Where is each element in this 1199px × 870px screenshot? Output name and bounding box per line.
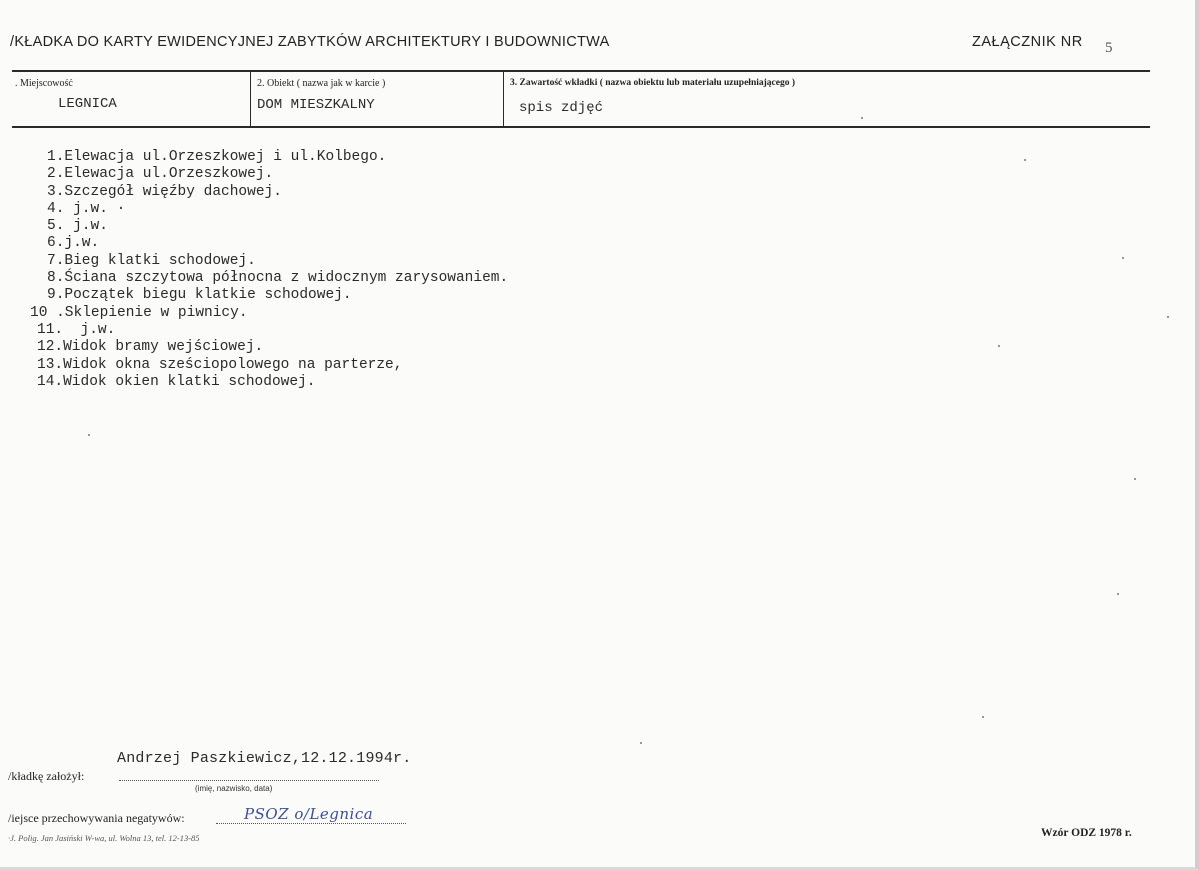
dust-speck xyxy=(1117,593,1119,595)
signature-line: Andrzej Paszkiewicz,12.12.1994r. xyxy=(117,750,412,767)
negatives-value: PSOZ o/Legnica xyxy=(244,805,374,823)
list-item: 2.Elewacja ul.Orzeszkowej. xyxy=(47,166,274,183)
list-item: 5. j.w. xyxy=(47,218,108,235)
dust-speck xyxy=(640,742,642,744)
annex-number: 5 xyxy=(1105,40,1113,56)
locality-label: . Miejscowość xyxy=(15,78,73,89)
negatives-label: /iejsce przechowywania negatywów: xyxy=(8,811,185,825)
list-item: 8.Ściana szczytowa północna z widocznym zarysowaniem. xyxy=(47,270,509,287)
list-item: 7.Bieg klatki schodowej. xyxy=(47,252,256,269)
prepared-by-label: /kładkę założył: xyxy=(8,769,85,783)
list-item: 3.Szczegół więźby dachowej. xyxy=(47,183,282,200)
top-rule xyxy=(12,70,1150,72)
object-label: 2. Obiekt ( nazwa jak w karcie ) xyxy=(257,78,386,89)
list-item: 11. j.w. xyxy=(37,321,116,338)
annex-label: ZAŁĄCZNIK NR xyxy=(972,34,1083,50)
contents-value: spis zdjęć xyxy=(519,100,604,116)
prepared-by-sublabel: (imię, nazwisko, data) xyxy=(195,784,273,793)
dust-speck xyxy=(1024,159,1026,161)
list-item: 14.Widok okien klatki schodowej. xyxy=(37,373,316,390)
column-divider-1 xyxy=(250,71,251,127)
model-number: Wzór ODZ 1978 r. xyxy=(1041,827,1132,839)
list-item: 10 .Sklepienie w piwnicy. xyxy=(30,304,248,321)
list-item: 4. j.w. · xyxy=(47,200,126,217)
dust-speck xyxy=(1134,478,1136,480)
dust-speck xyxy=(998,345,1000,347)
object-value: DOM MIESZKALNY xyxy=(257,97,375,113)
dust-speck xyxy=(1167,316,1169,318)
column-divider-2 xyxy=(503,71,504,127)
contents-label: 3. Zawartość wkładki ( nazwa obiektu lub materiału uzupełniającego ) xyxy=(510,78,796,88)
dust-speck xyxy=(1122,257,1124,259)
dust-speck xyxy=(982,716,984,718)
list-item: 12.Widok bramy wejściowej. xyxy=(37,339,264,356)
form-title: /KŁADKA DO KARTY EWIDENCYJNEJ ZABYTKÓW ARCHITEKTURY I BUDOWNICTWA xyxy=(10,34,610,50)
list-item: 1.Elewacja ul.Orzeszkowej i ul.Kolbego. xyxy=(47,149,387,165)
printer-imprint: ·J. Polig. Jan Jasiński W-wa, ul. Wolna 13, tel. 12-13-85 xyxy=(8,833,200,843)
dust-speck xyxy=(861,117,863,119)
locality-value: LEGNICA xyxy=(58,96,117,112)
list-item: 9.Początek biegu klatkie schodowej. xyxy=(47,287,352,304)
bottom-rule xyxy=(12,126,1150,128)
negatives-dotline xyxy=(216,823,406,824)
prepared-by-dotline xyxy=(119,780,379,781)
list-item: 13.Widok okna sześciopolowego na parterze, xyxy=(37,356,403,373)
photo-list xyxy=(30,149,508,391)
dust-speck xyxy=(88,434,90,436)
list-item: 6.j.w. xyxy=(47,235,100,252)
